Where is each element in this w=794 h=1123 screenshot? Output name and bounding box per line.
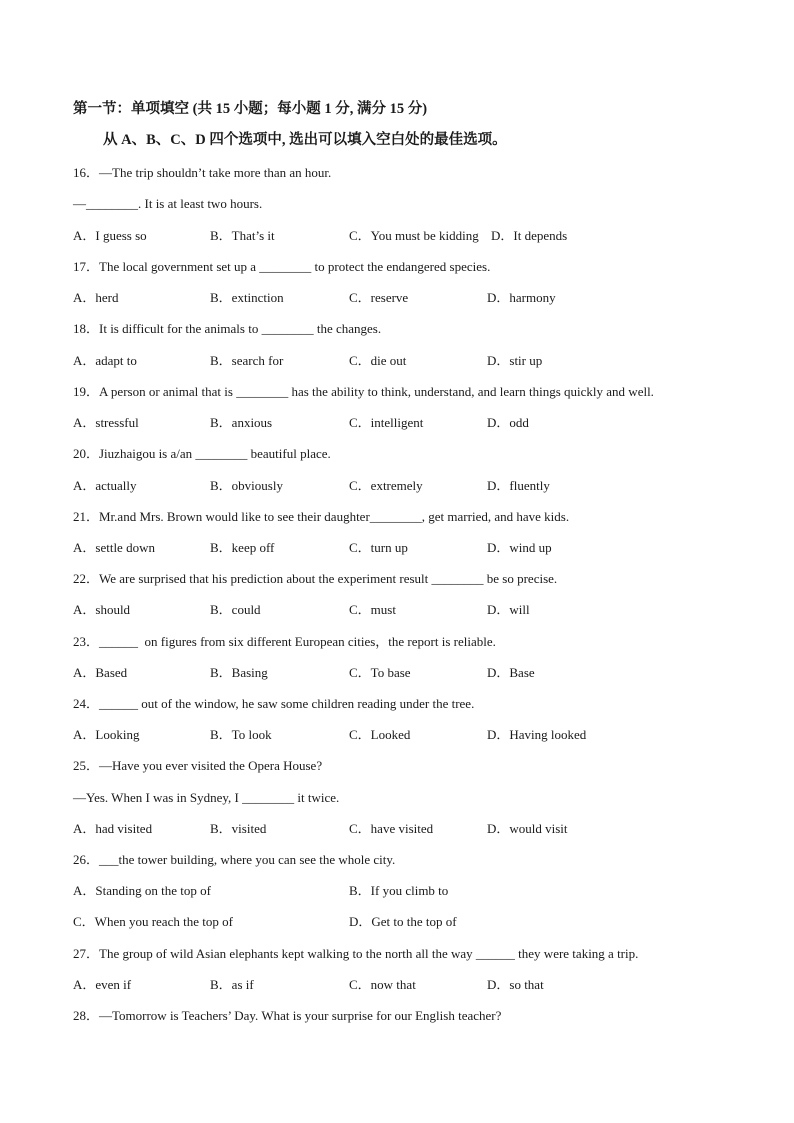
question-21-option-c[interactable]: C．turn up: [349, 540, 408, 555]
question-24-option-d[interactable]: D．Having looked: [487, 727, 587, 742]
question-24-option-c[interactable]: C．Looked: [349, 727, 411, 742]
question-19-stem: 19．A person or animal that is ________ has the ability to think, understand, and learn things quickly and well.: [73, 384, 654, 399]
question-22-option-c[interactable]: C．must: [349, 602, 396, 617]
question-26-stem: 26．___the tower building, where you can see the whole city.: [73, 852, 396, 867]
question-18-option-b[interactable]: B．search for: [210, 353, 284, 368]
question-21-option-d[interactable]: D．wind up: [487, 540, 552, 555]
question-27-option-d[interactable]: D．so that: [487, 977, 544, 992]
question-17-option-c[interactable]: C．reserve: [349, 290, 409, 305]
question-20-option-b[interactable]: B．obviously: [210, 478, 283, 493]
question-27-stem: 27．The group of wild Asian elephants kept walking to the north all the way ______ they were taking a trip.: [73, 946, 639, 961]
question-27-option-b[interactable]: B．as if: [210, 977, 254, 992]
question-23-option-a[interactable]: A．Based: [73, 665, 128, 680]
question-21-option-b[interactable]: B．keep off: [210, 540, 275, 555]
question-20-stem: 20．Jiuzhaigou is a/an ________ beautiful place.: [73, 446, 331, 461]
question-24-option-a[interactable]: A．Looking: [73, 727, 140, 742]
question-23-option-c[interactable]: C．To base: [349, 665, 411, 680]
question-20-option-c[interactable]: C．extremely: [349, 478, 423, 493]
question-19-option-b[interactable]: B．anxious: [210, 415, 273, 430]
question-23-stem: 23．______ on figures from six different European cities，the report is reliable.: [73, 634, 496, 649]
question-18-stem: 18．It is difficult for the animals to ________ the changes.: [73, 321, 382, 336]
question-21-option-a[interactable]: A．settle down: [73, 540, 155, 555]
question-25-option-a[interactable]: A．had visited: [73, 821, 153, 836]
question-27-option-c[interactable]: C．now that: [349, 977, 416, 992]
question-20-option-d[interactable]: D．fluently: [487, 478, 550, 493]
question-16-option-c[interactable]: C．You must be kidding: [349, 228, 479, 243]
question-19-option-c[interactable]: C．intelligent: [349, 415, 424, 430]
question-22-option-d[interactable]: D．will: [487, 602, 530, 617]
question-25-stem-reply: —Yes. When I was in Sydney, I ________ it twice.: [73, 790, 340, 805]
question-22-option-a[interactable]: A．should: [73, 602, 131, 617]
question-25-option-b[interactable]: B．visited: [210, 821, 267, 836]
question-17-option-d[interactable]: D．harmony: [487, 290, 556, 305]
question-25-option-d[interactable]: D．would visit: [487, 821, 568, 836]
question-17-option-a[interactable]: A．herd: [73, 290, 119, 305]
question-25-option-c[interactable]: C．have visited: [349, 821, 434, 836]
question-16-stem-reply: —________. It is at least two hours.: [73, 196, 263, 211]
question-23-option-d[interactable]: D．Base: [487, 665, 535, 680]
question-18-option-c[interactable]: C．die out: [349, 353, 407, 368]
question-16-option-a[interactable]: A．I guess so: [73, 228, 147, 243]
question-27-option-a[interactable]: A．even if: [73, 977, 132, 992]
question-24-option-b[interactable]: B．To look: [210, 727, 272, 742]
question-24-stem: 24．______ out of the window, he saw some children reading under the tree.: [73, 696, 475, 711]
question-19-option-d[interactable]: D．odd: [487, 415, 529, 430]
question-28-stem: 28．—Tomorrow is Teachers’ Day. What is your surprise for our English teacher?: [73, 1008, 502, 1023]
question-26-option-a[interactable]: A．Standing on the top of: [73, 883, 211, 898]
question-19-option-a[interactable]: A．stressful: [73, 415, 139, 430]
question-26-option-c[interactable]: C．When you reach the top of: [73, 914, 233, 929]
section-instruction: 从 A、B、C、D 四个选项中, 选出可以填入空白处的最佳选项。: [103, 132, 507, 148]
question-20-option-a[interactable]: A．actually: [73, 478, 137, 493]
question-18-option-d[interactable]: D．stir up: [487, 353, 543, 368]
question-17-stem: 17．The local government set up a ________ to protect the endangered species.: [73, 259, 491, 274]
section-title: 第一节：单项填空 (共 15 小题；每小题 1 分, 满分 15 分): [73, 101, 428, 117]
question-22-option-b[interactable]: B．could: [210, 602, 261, 617]
question-18-option-a[interactable]: A．adapt to: [73, 353, 137, 368]
question-22-stem: 22．We are surprised that his prediction about the experiment result ________ be so precise.: [73, 571, 558, 586]
question-21-stem: 21．Mr.and Mrs. Brown would like to see their daughter________, get married, and have kids.: [73, 509, 570, 524]
question-23-option-b[interactable]: B．Basing: [210, 665, 268, 680]
question-16-option-d[interactable]: D．It depends: [491, 228, 568, 243]
question-17-option-b[interactable]: B．extinction: [210, 290, 284, 305]
question-16-stem: 16．—The trip shouldn’t take more than an hour.: [73, 165, 332, 180]
question-16-option-b[interactable]: B．That’s it: [210, 228, 275, 243]
question-26-option-d[interactable]: D．Get to the top of: [349, 914, 457, 929]
question-25-stem: 25．—Have you ever visited the Opera House?: [73, 758, 323, 773]
question-26-option-b[interactable]: B．If you climb to: [349, 883, 449, 898]
